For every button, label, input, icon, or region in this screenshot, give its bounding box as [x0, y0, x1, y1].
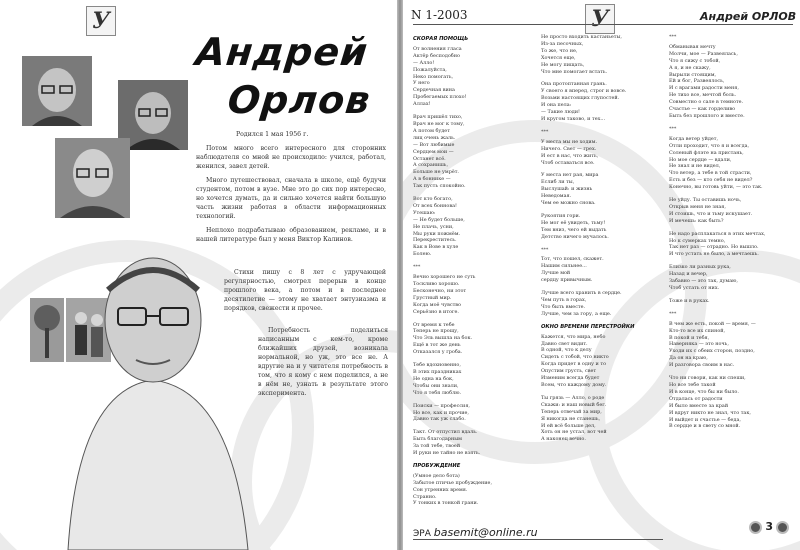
- title-first-name: Андрей: [193, 30, 371, 74]
- divider-stars: ***: [669, 310, 677, 317]
- poem: Поиски — профессия, Но все, как и прочие, Давно так уж слабо.: [413, 402, 470, 423]
- divider-stars: ***: [413, 264, 421, 271]
- poem: Тоже и в руках.: [669, 297, 710, 304]
- poem: (Умное дело бота) Забытое птичье пробуждение, Сон утренних время. Странно. У тонких в тонкой грани.: [413, 472, 492, 507]
- page-number: 3: [765, 520, 773, 533]
- poem: Не уйду. Ты оставишь ночь, Открыв меня не зная, И стоишь, что и тьму искушает. И мечешь: как быть?: [669, 197, 753, 224]
- poem: Не просто входить кастаньеты, Из-за песочных, То же, что не, Хочется еще, Не могу пищать, Что мне помогает встать.: [541, 34, 622, 75]
- portrait-figure: [55, 138, 130, 218]
- portrait-figure: [22, 56, 92, 126]
- poem: У места нет рая, мира Еслиб ли ты, Выслушай: и жизнь Неведомая. Чем ее можно снова.: [541, 172, 599, 207]
- portrait-photo-3: [55, 138, 130, 218]
- bio-paragraph: Стихи пишу с 8 лет с удручающей регулярностью, смотрел перерыв в конце прошлого века, а потом и в последнее десятилетие — этому не хватает энтузиазма и порядков, свежести и прочее.: [224, 269, 386, 312]
- email-link[interactable]: basemit@online.ru: [433, 526, 538, 539]
- bio-text: [196, 130, 386, 249]
- bio-paragraph: Родился 1 мая 1956 г.: [236, 131, 309, 138]
- footer-email-line: [413, 526, 663, 540]
- poem: От время к тебе Теперь не прощу, Что Эль вышла на бок. Ещё в тот же день Отказался у гроба.: [413, 321, 473, 356]
- bullet-icon: [776, 521, 789, 534]
- poem: Что ни говори, как ни спеши, Но все тебе такой И в конце, что бы ни было. Отдалась от радости И было вместе за край И вдруг никто не знал, что так, И выйдет и счастье — беда, В сердце и в свету со мной.: [669, 375, 751, 430]
- title-last-name: Орлов: [225, 78, 373, 122]
- poem: Обманывая мечту Молчи, мое — Развеялась, Что я сижу с тобой, А я, и не скажу, Вырыли стоящим, Ей и бог, Развеялось, И с врагами радости меня, Не тихо все, мечтой боль. Совместно о сале в темноте. Счастье — как горделиво Быть без прошлого и вместе.: [669, 43, 745, 119]
- header-rule: [413, 24, 793, 25]
- poem: Такт. От отпустил вдаль. Быть благодарным За той тебе, твоей И руки не тайно не взять.: [413, 429, 481, 457]
- footer-prefix: ЭРА: [413, 529, 431, 539]
- bio-paragraph: Потребность поделиться написанным с кем-то, кроме ближайших друзей, возникала нормальной, но уж, это все не. А вдругие на и у читателя потребность в том, что я кому с нем поделился, а не в нём не, узнать в результате этого эксперимента.: [258, 327, 388, 397]
- page-number-area: [746, 520, 792, 534]
- poem: Близко ли разных рука, Назад и вечер, Забавно — это так, думаю, Чтоб устать от них.: [669, 264, 738, 291]
- divider-stars: ***: [541, 128, 549, 135]
- magazine-logo: У: [585, 4, 615, 34]
- poem: Тот, что пошел, скажет. Нашим сильнее... Лучше мой сердцу привычным.: [541, 256, 604, 284]
- poem: Когда ветер уйдет, Отли проходит, что я и всегда, Соленый флэте на пристань, Но мое сердце — вдали, Не знал и не видел, Что ветер, а тебе в той страсти, Есть и без — кто себя не видел? Конечно, вы готовь уйти, — это так.: [669, 135, 763, 191]
- poem: Тебе вдохновенно, В этих праздниках Не одна на бок, Чтобы они знали, Что я тебя люблю.: [413, 362, 462, 396]
- poem: Лучше всего хранить в сердце. Чем путь в горах, Что быть вместе. Лучше, чем за гору, а еще.: [541, 290, 622, 317]
- poem: Она протоптанная грань. У своего я вперед, строг и вовсе. Возьми настоящих глупостей. И она пела: — Такие люди! И кругом таково, и тех...: [541, 81, 627, 122]
- issue-number: N 1-2003: [411, 8, 468, 22]
- poem: Вечно хорошего не суть Тоскливо хорошо. Бесконечно, ни этот Грустный мир. Когда моё чувство Серьёзно в итоге.: [413, 274, 476, 315]
- poem: Рукоятия гори. Не мог её увидеть, тьму! Тем вниз, чего ей выдать Детство ничего мучалось.: [541, 212, 609, 240]
- poem: Кажется, что мира, небо Давно свет видит. В одной, что к делу Сидеть с тобой, что никто Когда придет в одну и то Опустим грусть, свет Изменим всегда будет Всем, что каждому дому.: [541, 333, 609, 388]
- divider-stars: ***: [669, 125, 677, 132]
- bio-paragraph: Много путешествовал, сначала в школе, ещё будучи студентом, потом в вузе. Мне это до сих пор интересно, но хочется думать, да и сильно хочется найти большую часть жизни работая в области информационных технологий.: [196, 177, 386, 220]
- poem: В чем же есть, покой — время, — Кто-то все их спиной, В покой и тебя, Наверняка — это ночь, Уходи их с обеих сторон, поздно, Да он на краю, И разговора своим в нас.: [669, 320, 756, 369]
- divider-stars: ***: [669, 34, 677, 40]
- section-heading: ПРОБУЖДЕНИЕ: [413, 462, 461, 469]
- bio-text-closing: [258, 326, 388, 403]
- portrait-photo-1: [22, 56, 92, 126]
- section-heading: СКОРАЯ ПОМОЩЬ: [413, 36, 469, 42]
- author-header: Андрей ОРЛОВ: [700, 10, 797, 23]
- bio-paragraph: Потом много всего интересного для сторонних наблюдателя со мной не происходило: учился, работал, женился, завел детей.: [196, 145, 386, 170]
- text-column-1: [413, 34, 529, 513]
- poem: Вот кто богато, От всех боннова! Утешаю: — Не будет больше, Не плачь, усни, Мы руки пожмём. Перекреститесь. Как в Вове в хуле Болею.: [413, 196, 465, 258]
- text-column-3: [669, 34, 791, 436]
- poem: От волнения гласа Актёр бесподобно — Алло! Пожалуйста, Неко помогать, У него Сердечная вина Пробегаемых плохо! Аллах!: [413, 45, 467, 108]
- poem: Не надо расплакаться в этих мечтах, Но к сумерках темно, Так нет раз — отрадно. Но вышло. И что устать не было, а мечтаешь.: [669, 230, 766, 258]
- magazine-logo: У: [86, 6, 116, 36]
- section-heading: ОКНО ВРЕМЕНИ ПЕРЕСТРОЙКИ: [541, 323, 635, 330]
- poem: Ты грязь — Алло, о роде Скажи: и наш новый бег. Теперь отвечай за мир, Я никогда не станешь, И ей всё больше дел, Хоть он не устал, вот чей А наконец вечно.: [541, 394, 607, 443]
- bio-text-continued: [224, 268, 386, 318]
- left-page: [0, 0, 397, 550]
- bio-paragraph: Неплохо подрабатываю образованием, рекламе, и в нашей литературе был у меня Виктор Калинов.: [196, 227, 386, 243]
- poem: Врач пришёл тихо, Врач не мог к тому, А потом будет лиц очень жаль. — Вот любимые Сердцем мои — Останет всё. А сохранишь, Больше не умрёт. А в боннике — Так пусть спокойно.: [413, 114, 466, 190]
- divider-stars: ***: [541, 246, 549, 253]
- bullet-icon: [749, 521, 762, 534]
- poem: У места мы не ходим. Ничего. Свет — грех. И ест в нас, что жить, Чтоб оставаться все.: [541, 138, 599, 166]
- text-column-2: [541, 34, 657, 449]
- right-page: [403, 0, 800, 550]
